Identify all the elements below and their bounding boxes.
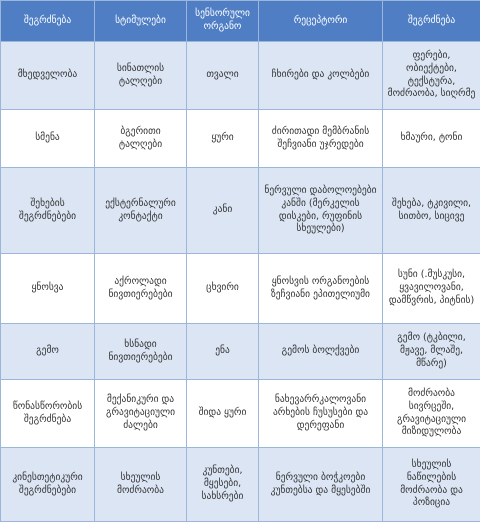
table-cell: სხეულის ნაწილების მოძრაობა და პოზიცია — [383, 448, 480, 522]
table-cell: მექანიკური და გრავიტაციული ძალები — [95, 380, 187, 448]
table-cell: ნახევარრკალოვანი არხების ჩუსუსები და დერეფანი — [259, 380, 383, 448]
table-cell: ჩხირები და კოლბები — [259, 42, 383, 110]
table-cell: ძირითადი მემბრანის შეჩვიანი უჯრედები — [259, 110, 383, 168]
table-row — [1, 110, 480, 168]
table-cell: ექსტერნალური კონტაქტი — [95, 168, 187, 254]
table-cell: ფერები, ობიექტები, ტექსტურა, მოძრაობა, სიღრმე — [383, 42, 480, 110]
column-header: სტიმულები — [95, 1, 187, 42]
table-cell: კუნთები, მყესები, სახსრები — [187, 448, 259, 522]
table-cell: ხსნადი ნივთიერებები — [95, 324, 187, 380]
table-row — [1, 42, 480, 110]
table-cell: კანი — [187, 168, 259, 254]
table-cell: ხმაური, ტონი — [383, 110, 480, 168]
table-cell: ყური — [187, 110, 259, 168]
column-header: რეცეპტორი — [259, 1, 383, 42]
table-cell: ნერვული დაბოლოებები კანში (მერკელის დისკები, რუფინის სხეულები) — [259, 168, 383, 254]
table-row — [1, 324, 480, 380]
table-cell: შეხების შეგრძნებები — [1, 168, 95, 254]
table-cell: თვალი — [187, 42, 259, 110]
header-row — [1, 1, 480, 42]
table-cell: შიდა ყური — [187, 380, 259, 448]
table-cell: ყნოსვა — [1, 254, 95, 324]
table-cell: გემოს ბოლქვები — [259, 324, 383, 380]
table-cell: გემო (ტკბილი, მჟავე, მლაშე, მწარე) — [383, 324, 480, 380]
table-cell: სმენა — [1, 110, 95, 168]
table-cell: მხედველობა — [1, 42, 95, 110]
table-cell: სუნი (.მუსკუსი, ყვავილოვანი, დამწვრის, პიტნის) — [383, 254, 480, 324]
table-cell: წონასწორობის შეგრძნება — [1, 380, 95, 448]
table-cell: მოძრაობა სივრცეში, გრავიტაციული მიზიდულობა — [383, 380, 480, 448]
table-cell: შეხება, ტკივილი, სითბო, სიცივე — [383, 168, 480, 254]
table-cell: სინათლის ტალღები — [95, 42, 187, 110]
table-row — [1, 448, 480, 522]
table-cell: კინესთეტიკური შეგრძნებები — [1, 448, 95, 522]
table-cell: გემო — [1, 324, 95, 380]
table-cell: აქროლადი ნივთიერებები — [95, 254, 187, 324]
table-cell: ბგერითი ტალღები — [95, 110, 187, 168]
table-cell: ენა — [187, 324, 259, 380]
table-row — [1, 380, 480, 448]
column-header: შეგრძნება — [383, 1, 480, 42]
table-cell: ნერვული ბოჭკოები კუნთებსა და მყესებში — [259, 448, 383, 522]
table-cell: ცხვირი — [187, 254, 259, 324]
column-header: სენსორული ორგანო — [187, 1, 259, 42]
table-cell: სხეულის მოძრაობა — [95, 448, 187, 522]
table-row — [1, 254, 480, 324]
column-header: შეგრძნება — [1, 1, 95, 42]
table-cell: ყნოსვის ორგანოების ზეჩვიანი ეპითელიუმი — [259, 254, 383, 324]
table-row — [1, 168, 480, 254]
